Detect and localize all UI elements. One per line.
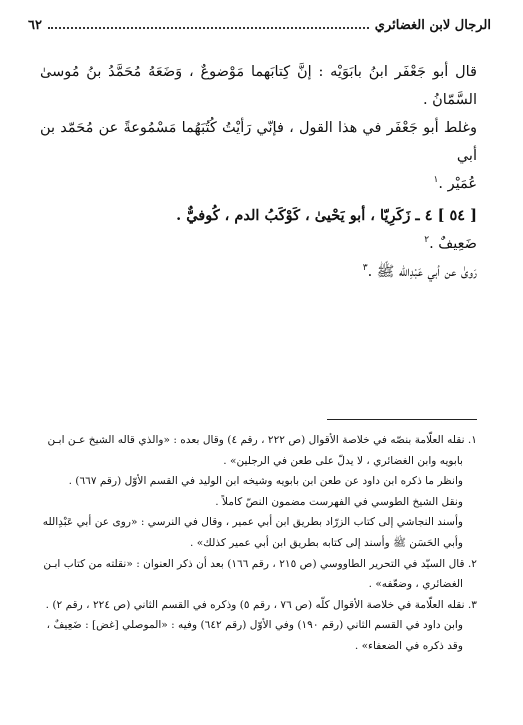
header-dot-leader xyxy=(48,27,369,29)
footnote-line: الغضائري ، وضعّفه» . xyxy=(368,578,463,591)
page-number: ٦٢ xyxy=(28,18,42,33)
footnote-separator xyxy=(327,419,477,420)
footnotes xyxy=(40,430,477,657)
header-title: الرجال لابن الغضائري xyxy=(374,18,491,33)
footnote-line: وقد ذكره في الضعفاء» . xyxy=(354,639,463,652)
body-line: ضَعِيفٌ .$^٢$ xyxy=(424,235,477,252)
footnote-line: بابويه وابن الغضائري ، لا يدلّ على طعن في الرجلين» . xyxy=(223,454,463,467)
body-line: قال أبو جَعْفَر ابنُ بابَوَيْه : إنَّ كِتابَهما مَوْضوعٌ ، وَضَعَهُ مُحَمَّدُ بنُ مُوسىٰ السَّمّانُ . xyxy=(40,64,477,108)
entry-heading: [ ٥٤ ] ٤ ـ زَكَرِيّا ، أبو يَحْيىٰ ، كَوْكَبُ الدم ، كُوفيٌّ . xyxy=(176,207,477,224)
body-line: عُمَيْر .$^١$ xyxy=(433,175,477,192)
body-line: رَوىٰ عن أبي عَبْدِالله ﷺ .$^٣$ xyxy=(362,263,477,280)
main-text xyxy=(40,58,477,286)
body-line: وغلط أبو جَعْفَر في هذا القول ، فإنّي رَأيْتُ كُتُبَهُما مَسْمُوعةً عن مُحَمّد بن أبي xyxy=(40,120,477,164)
footnote-line: ٣. نقله العلّامة في خلاصة الأقوال كلّه (ص ٧٦ ، رقم ٥) وذكره في القسم الثاني (ص ٢٢٤ ، رقم ٢) . xyxy=(45,598,477,611)
footnote-marker[interactable]: ٢ xyxy=(424,235,430,246)
footnote-marker[interactable]: ١ xyxy=(433,175,439,186)
footnote-line: وانظر ما ذكره ابن داود عن طعن ابن بابويه وشيخه ابن الوليد في القسم الأوّل (رقم ٦٦٧) . xyxy=(68,475,463,488)
footnote-line: ونقل الشيخ الطوسي في الفهرست مضمون النصّ كاملاً . xyxy=(215,495,463,508)
footnote-line: وابن داود في القسم الثاني (رقم ١٩٠) وفي الأوّل (رقم ٦٤٢) وفيه : «الموصلي [غض] : ضَعِيفٌ ، xyxy=(46,619,463,632)
footnote-line: ١. نقله العلّامة بنصّه في خلاصة الأقوال (ص ٢٢٢ ، رقم ٤) وقال بعده : «والذي قاله الشيخ عـن ابـن xyxy=(47,434,477,446)
running-header xyxy=(28,12,491,32)
footnote-line: وأبي الحَسَن ﷺ وأسند إلى كتابه بطريق ابن أبي عمير كذلك» . xyxy=(189,536,463,549)
footnote-line: ٢. قال السيّد في التحرير الطاووسي (ص ٢١٥ ، رقم ١٦٦) بعد أن ذكر العنوان : «نقلته من كتاب ابـن xyxy=(43,557,477,570)
footnote-marker[interactable]: ٣ xyxy=(362,263,368,274)
footnote-line: وأسند النجاشي إلى كتاب الزرّاد بطريق ابن أبي عمير ، وقال في النرسي : «روى عن أبي عَبْدِالله xyxy=(42,516,463,529)
